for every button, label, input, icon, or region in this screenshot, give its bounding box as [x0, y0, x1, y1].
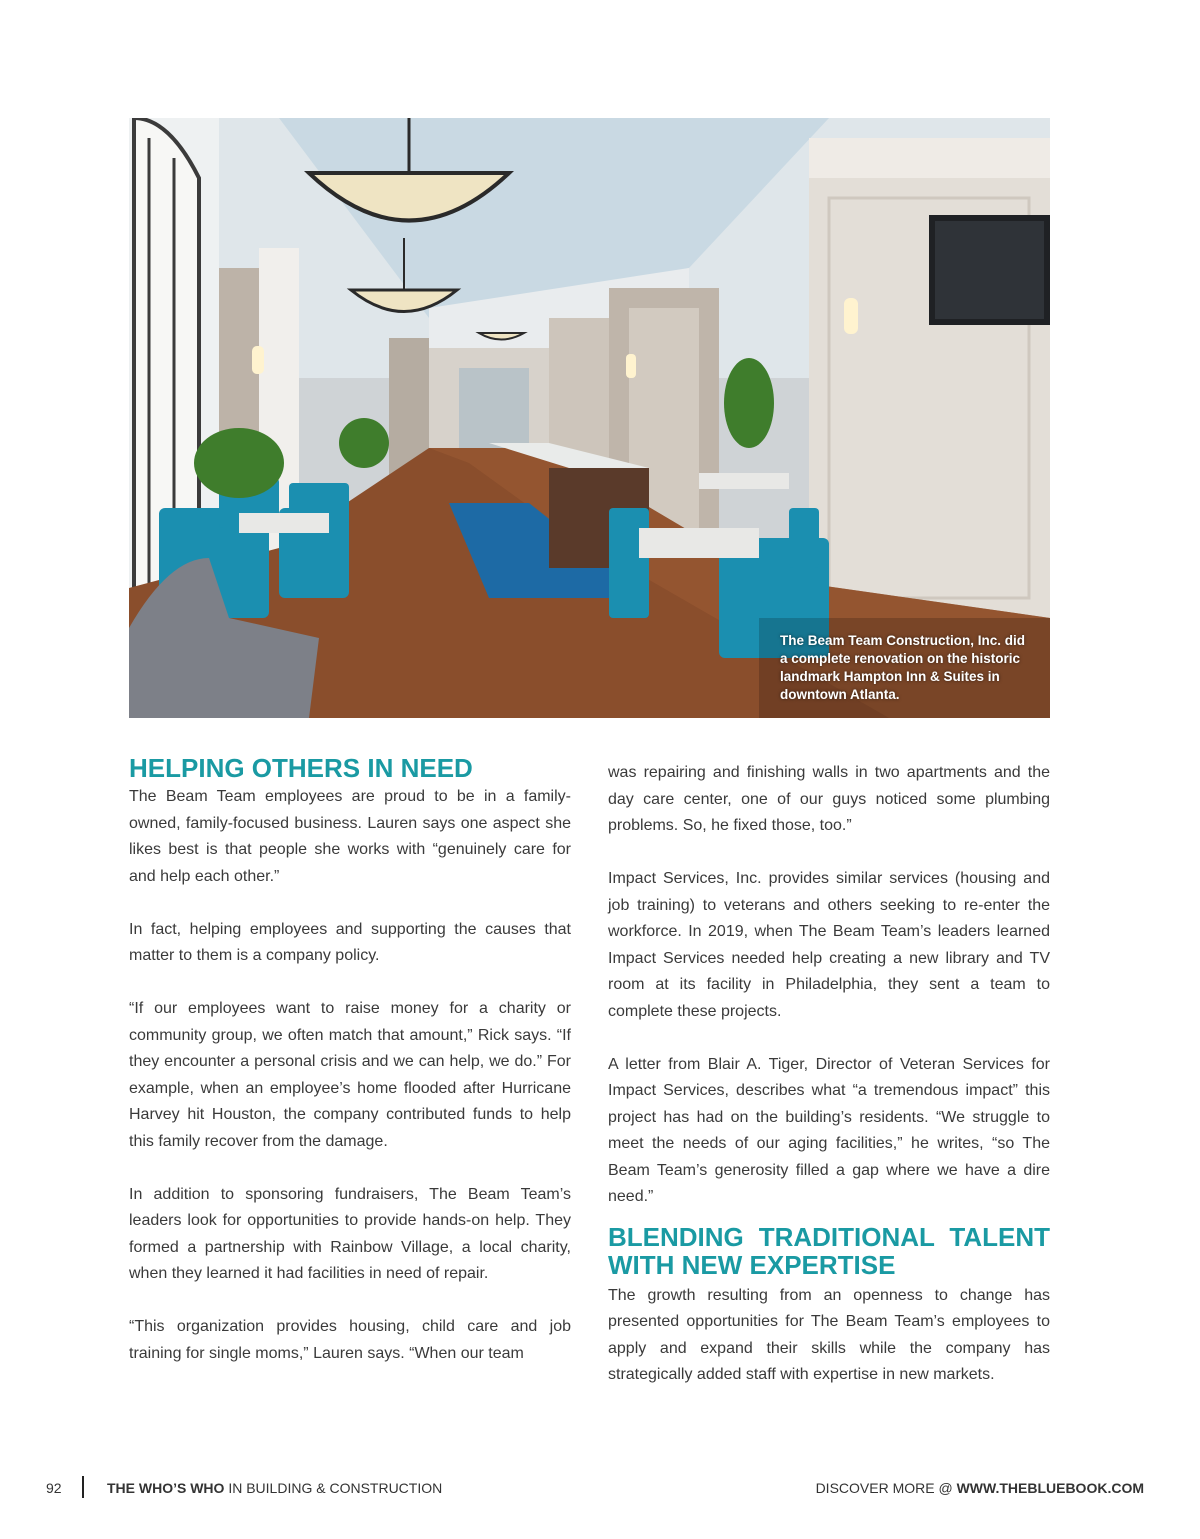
paragraph: was repairing and finishing walls in two apartments and the day care center, one of our guys noticed some plumbing problems. So, he fixed those, too.” — [608, 764, 1050, 834]
website-link[interactable]: WWW.THEBLUEBOOK.COM — [956, 1480, 1144, 1496]
page-number: 92 — [46, 1480, 62, 1496]
paragraph: In fact, helping employees and supporting the causes that matter to them is a company policy. — [129, 920, 571, 964]
paragraph: In addition to sponsoring fundraisers, The Beam Team’s leaders look for opportunities to provide hands-on help. They formed a partnership with Rainbow Village, a local charity, when they learned it had facilities in need of repair. — [129, 1185, 571, 1282]
publication-title — [107, 1480, 442, 1496]
discover-prefix: DISCOVER MORE @ — [815, 1480, 957, 1496]
paragraph: The growth resulting from an openness to change has presented opportunities for The Beam Team’s employees to apply and expand their skills while the company has strategically added staff with expertise in new markets. — [608, 1286, 1050, 1383]
publication-title-rest: IN BUILDING & CONSTRUCTION — [224, 1480, 443, 1496]
left-column — [129, 754, 571, 1367]
discover-more — [816, 1480, 1144, 1496]
paragraph: “This organization provides housing, child care and job training for single moms,” Lauren says. “When our team — [129, 1318, 571, 1362]
lobby-photo — [129, 118, 1050, 718]
paragraph: Impact Services, Inc. provides similar services (housing and job training) to veterans and others seeking to re-enter the workforce. In 2019, when The Beam Team’s leaders learned Impact Services needed help creating a new library and TV room at its facility in Philadelphia, they sent a team to complete these projects. — [608, 870, 1050, 1020]
heading-blending-talent: BLENDING TRADITIONAL TALENT WITH NEW EXPERTISE — [608, 1221, 1050, 1280]
page-footer — [0, 1476, 1200, 1500]
right-column — [608, 760, 1050, 1389]
paragraph: A letter from Blair A. Tiger, Director of Veteran Services for Impact Services, describes what “a tremendous impact” this project has had on the building’s residents. “We struggle to meet the needs of our aging facilities,” he writes, “so The Beam Team’s generosity filled a gap where we have a dire need.” — [608, 1055, 1050, 1205]
lobby-illustration — [129, 118, 1050, 718]
paragraph: The Beam Team employees are proud to be in a family-owned, family-focused business. Lauren says one aspect she likes best is that people she works with “genuinely care for and help each other.” — [129, 788, 571, 885]
paragraph: “If our employees want to raise money for a charity or community group, we often match that amount,” Rick says. “If they encounter a personal crisis and we can help, we do.” For example, when an employee’s home flooded after Hurricane Harvey hit Houston, the company contributed funds to help this family recover from the damage. — [129, 1000, 571, 1150]
footer-divider — [82, 1476, 84, 1498]
heading-helping-others: HELPING OTHERS IN NEED — [129, 753, 473, 783]
photo-caption: The Beam Team Construction, Inc. did a complete renovation on the historic landmark Hampton Inn & Suites in downtown Atlanta. — [780, 633, 1026, 702]
publication-title-bold: THE WHO’S WHO — [107, 1480, 225, 1496]
